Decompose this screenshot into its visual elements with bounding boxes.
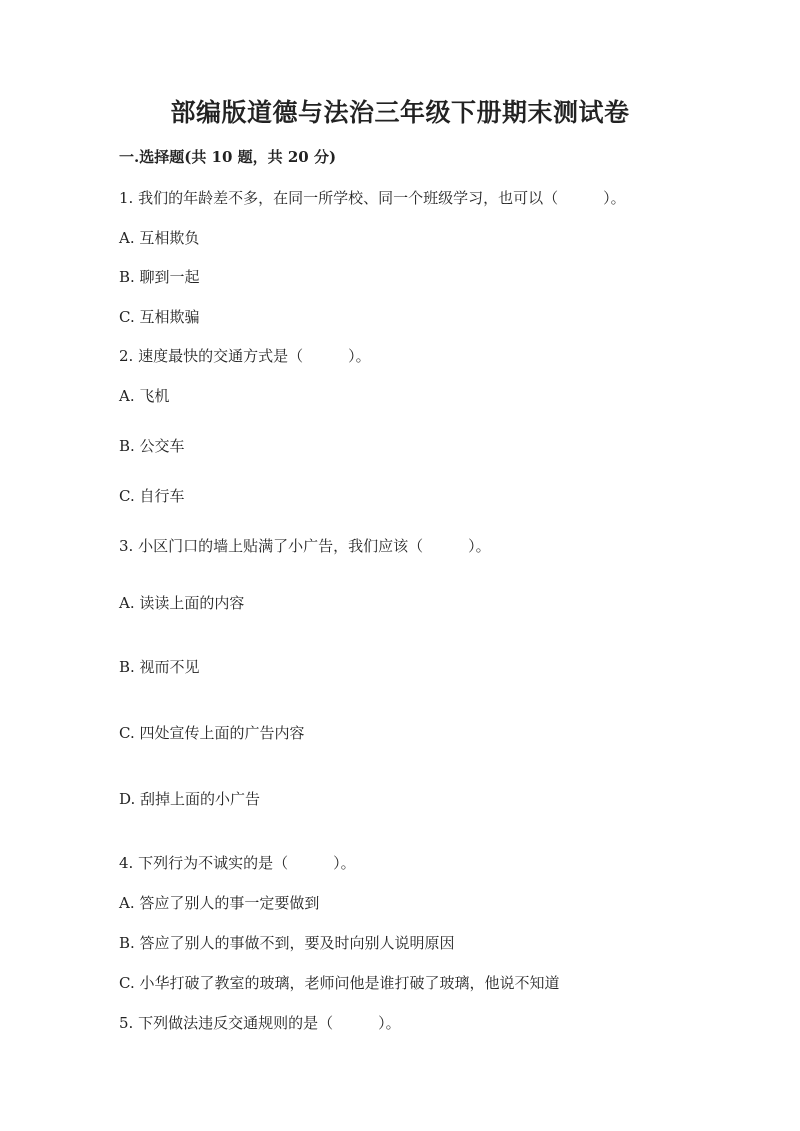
question-3-option-c: C. 四处宣传上面的广告内容 (119, 724, 305, 742)
question-4-stem: 4. 下列行为不诚实的是（ ）。 (119, 854, 356, 872)
question-1-option-c: C. 互相欺骗 (119, 308, 200, 326)
question-3-option-b: B. 视而不见 (119, 658, 200, 676)
question-3-option-d: D. 刮掉上面的小广告 (119, 790, 261, 808)
page-title: 部编版道德与法治三年级下册期末测试卷 (170, 98, 630, 127)
question-3-option-a: A. 读读上面的内容 (119, 594, 245, 612)
question-1-option-a: A. 互相欺负 (119, 229, 200, 247)
question-4-option-a: A. 答应了别人的事一定要做到 (119, 894, 320, 912)
question-2-option-b: B. 公交车 (119, 437, 185, 455)
question-5-stem: 5. 下列做法违反交通规则的是（ ）。 (119, 1014, 401, 1032)
question-2-option-a: A. 飞机 (119, 387, 170, 405)
section-heading: 一.选择题(共 10 题，共 20 分) (119, 148, 337, 166)
question-1-option-b: B. 聊到一起 (119, 268, 200, 286)
question-4-option-c: C. 小华打破了教室的玻璃，老师问他是谁打破了玻璃，他说不知道 (119, 974, 560, 992)
question-1-stem: 1. 我们的年龄差不多，在同一所学校、同一个班级学习，也可以（ ）。 (119, 189, 626, 207)
question-2-stem: 2. 速度最快的交通方式是（ ）。 (119, 347, 371, 365)
question-2-option-c: C. 自行车 (119, 487, 185, 505)
question-4-option-b: B. 答应了别人的事做不到，要及时向别人说明原因 (119, 934, 455, 952)
question-3-stem: 3. 小区门口的墙上贴满了小广告，我们应该（ ）。 (119, 537, 491, 555)
